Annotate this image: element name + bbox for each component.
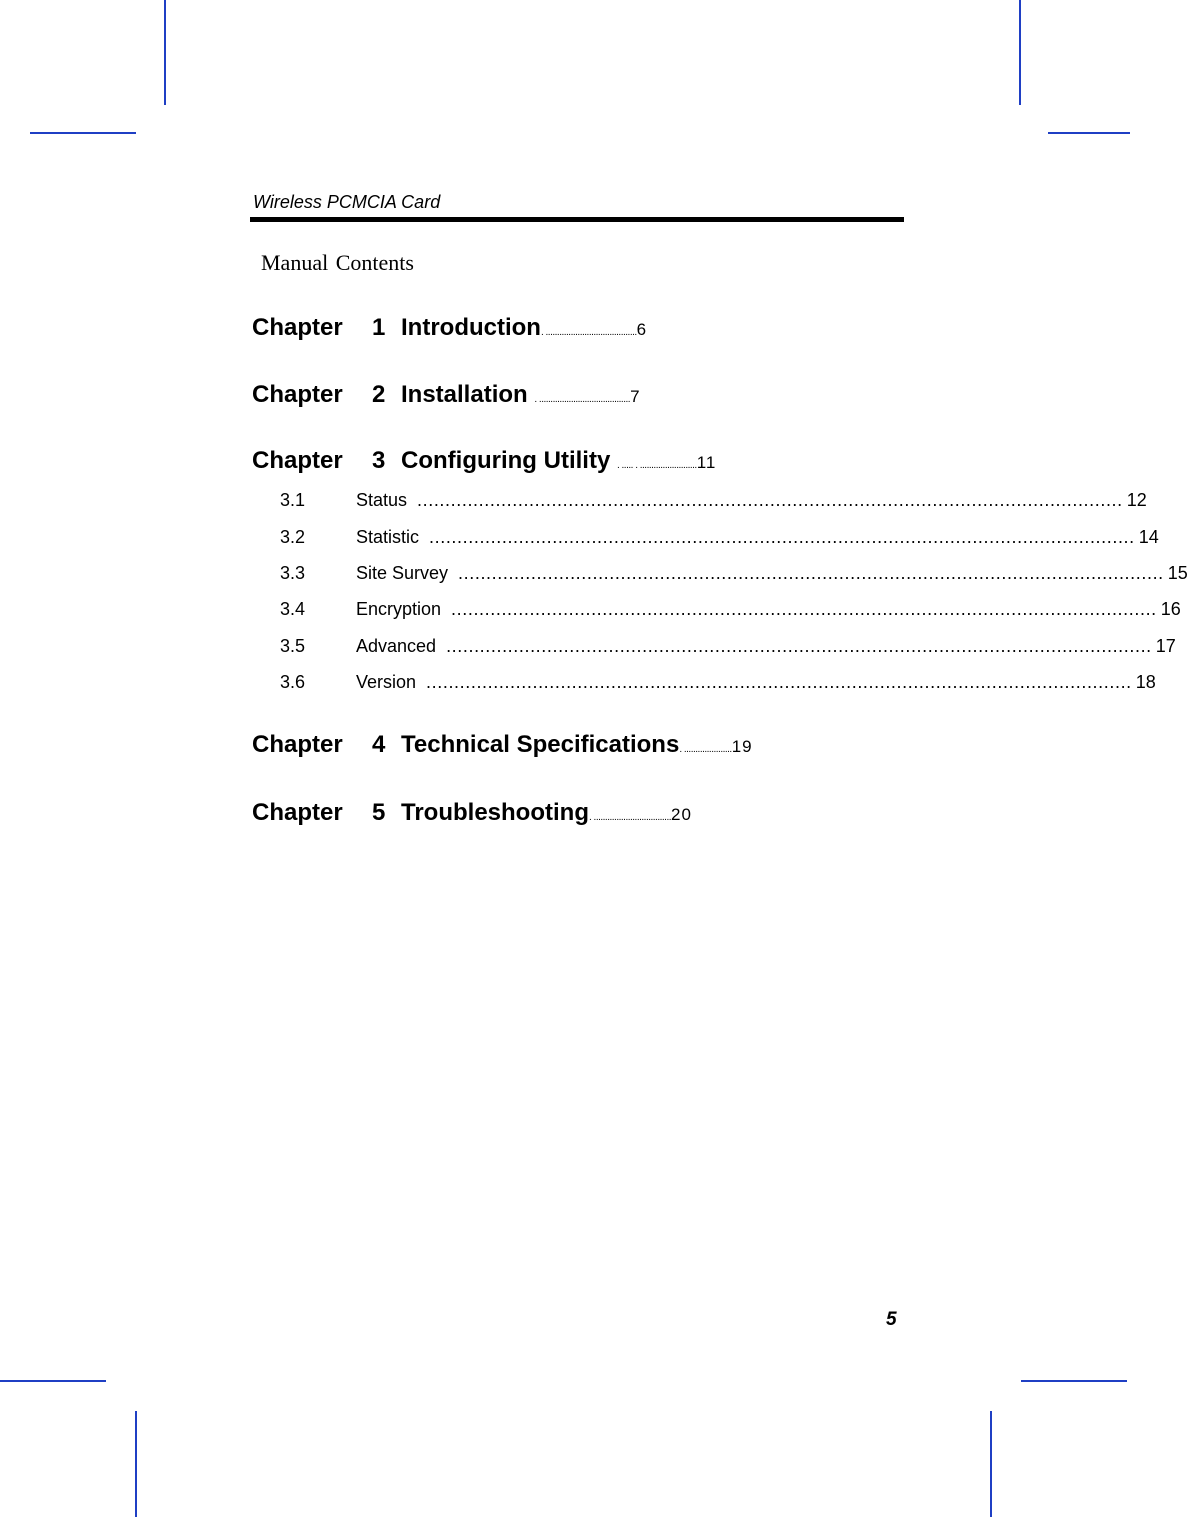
toc-section-3-6[interactable] (280, 671, 1156, 693)
chapter-title: Configuring Utility (401, 447, 617, 474)
chapter-word: Chapter (252, 731, 343, 758)
chapter-leader: . ..... . ......................... (616, 460, 697, 471)
chapter-leader: . ..................... (679, 744, 732, 755)
section-number: 3.5 (280, 636, 306, 656)
toc-chapter-1[interactable] (252, 313, 647, 348)
toc-chapter-2[interactable] (252, 380, 641, 415)
chapter-page-number: 6 (636, 320, 648, 339)
chapter-number: 2 (372, 381, 386, 408)
crop-mark-bottom-left-horizontal (0, 1380, 106, 1382)
crop-mark-top-left-horizontal (30, 132, 136, 134)
section-title: Statistic (356, 527, 420, 547)
section-page-number: 14 (1138, 527, 1159, 547)
toc-title: Manual Contents (261, 250, 414, 275)
section-page-number: 15 (1167, 563, 1188, 583)
section-title: Site Survey (356, 563, 449, 583)
toc-section-3-5[interactable] (280, 635, 1176, 657)
section-page-number: 12 (1126, 490, 1147, 510)
section-page-number: 16 (1160, 599, 1181, 619)
chapter-title: Troubleshooting (401, 799, 589, 826)
toc-section-3-1[interactable] (280, 489, 1147, 511)
crop-mark-top-left-vertical (164, 0, 166, 105)
chapter-word: Chapter (252, 799, 343, 826)
section-number: 3.6 (280, 672, 306, 692)
section-title: Status (356, 490, 408, 510)
chapter-title: Installation (401, 381, 535, 408)
section-leader: .............................................................................................................................. (446, 636, 1152, 656)
chapter-leader: . ........................................ (534, 394, 631, 405)
running-header: Wireless PCMCIA Card (253, 192, 441, 212)
chapter-page-number: 19 (731, 737, 753, 756)
section-number: 3.4 (280, 599, 306, 619)
section-title: Encryption (356, 599, 442, 619)
header-rule (250, 217, 904, 222)
page-number: 5 (886, 1309, 897, 1330)
chapter-leader: . .................................. (588, 812, 672, 823)
toc-section-3-2[interactable] (280, 526, 1159, 548)
section-number: 3.1 (280, 490, 306, 510)
section-number: 3.3 (280, 563, 306, 583)
crop-mark-bottom-right-horizontal (1021, 1380, 1127, 1382)
chapter-page-number: 20 (671, 805, 692, 824)
chapter-word: Chapter (252, 447, 343, 474)
chapter-page-number: 11 (696, 453, 717, 472)
chapter-title: Introduction (401, 314, 541, 341)
crop-mark-top-right-horizontal (1048, 132, 1130, 134)
chapter-number: 5 (372, 799, 386, 826)
section-page-number: 18 (1135, 672, 1156, 692)
chapter-number: 1 (372, 314, 386, 341)
section-page-number: 17 (1155, 636, 1176, 656)
crop-mark-bottom-left-vertical (135, 1411, 137, 1517)
chapter-title: Technical Specifications (401, 731, 680, 758)
section-number: 3.2 (280, 527, 306, 547)
section-leader: .............................................................................................................................. (429, 527, 1135, 547)
toc-section-3-4[interactable] (280, 598, 1181, 620)
section-title: Advanced (356, 636, 437, 656)
section-title: Version (356, 672, 417, 692)
toc-chapter-5[interactable] (252, 798, 692, 833)
chapter-number: 4 (372, 731, 386, 758)
chapter-leader: . ........................................ (540, 327, 637, 338)
toc-section-3-3[interactable] (280, 562, 1188, 584)
chapter-number: 3 (372, 447, 386, 474)
crop-mark-bottom-right-vertical (990, 1411, 992, 1517)
section-leader: .............................................................................................................................. (451, 599, 1157, 619)
chapter-page-number: 7 (630, 387, 641, 406)
toc-chapter-4[interactable] (252, 730, 753, 765)
section-leader: .............................................................................................................................. (426, 672, 1132, 692)
toc-chapter-3[interactable] (252, 446, 716, 481)
chapter-word: Chapter (252, 381, 343, 408)
crop-mark-top-right-vertical (1019, 0, 1021, 105)
section-leader: .............................................................................................................................. (417, 490, 1123, 510)
chapter-word: Chapter (252, 314, 343, 341)
section-leader: .............................................................................................................................. (458, 563, 1164, 583)
